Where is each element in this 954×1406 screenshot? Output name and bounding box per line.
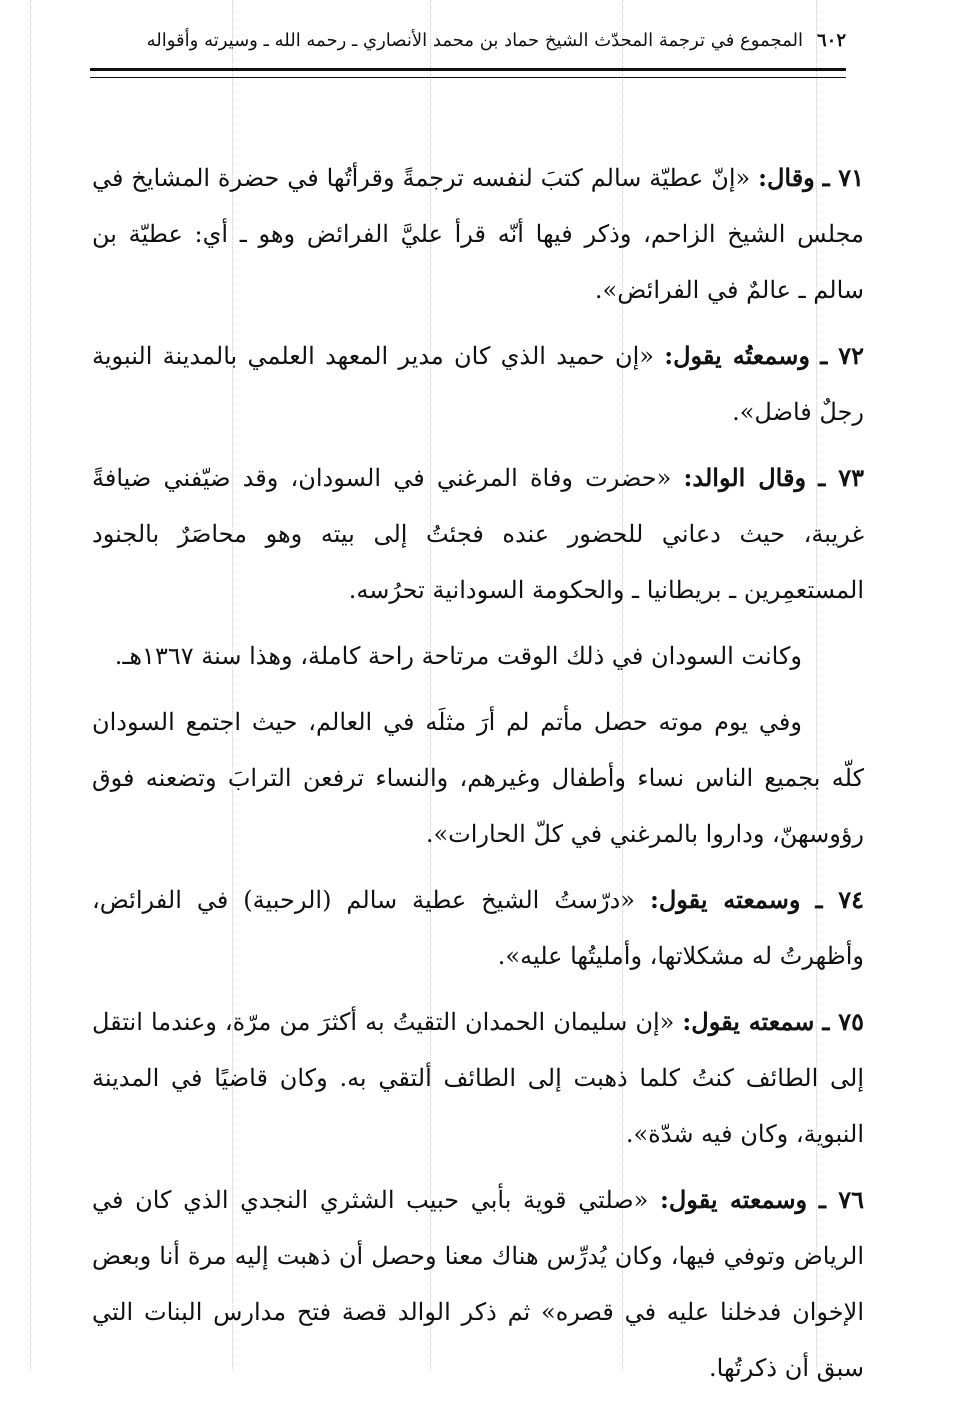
header-rule-thin xyxy=(90,77,846,78)
running-header xyxy=(90,20,846,60)
header-rule xyxy=(90,68,846,71)
paragraph-text: «إنّ عطيّة سالم كتبَ لنفسه ترجمةً وقرأتُها في حضرة المشايخ في مجلس الشيخ الزاحم، وذكر فيها أنّه قرأ عليَّ الفرائض وهو ـ أي: عطيّة بن سالم ـ عالمٌ في الفرائض». xyxy=(92,164,864,304)
paragraph-72 xyxy=(92,328,864,440)
paragraph-71 xyxy=(92,150,864,318)
speaker-label: سمعته يقول: xyxy=(682,1007,815,1036)
paragraph-number: ٧١ ـ xyxy=(822,163,864,192)
body-text xyxy=(92,150,864,1406)
paragraph-number: ٧٣ ـ xyxy=(818,463,864,492)
running-title: المجموع في ترجمة المحدّث الشيخ حماد بن محمد الأنصاري ـ رحمه الله ـ وسيرته وأقواله xyxy=(146,29,803,51)
page-number: ٦٠٢ xyxy=(816,29,846,51)
paragraph-text: وفي يوم موته حصل مأتم لم أرَ مثلَه في العالم، حيث اجتمع السودان كلّه بجميع الناس نساء وأطفال وغيرهم، والنساء ترفعن الترابَ وتضعنه فوق رؤوسهنّ، وداروا بالمرغني في كلّ الحارات». xyxy=(92,708,864,848)
paragraph-text: «إن سليمان الحمدان التقيتُ به أكثرَ من مرّة، وعندما انتقل إلى الطائف كنتُ كلما ذهبت إلى الطائف ألتقي به. وكان قاضيًا في المدينة النبوية، وكان فيه شدّة». xyxy=(92,1008,864,1148)
paragraph-continuation xyxy=(92,694,864,862)
paragraph-text: وكانت السودان في ذلك الوقت مرتاحة راحة كاملة، وهذا سنة ١٣٦٧هـ. xyxy=(114,642,802,670)
speaker-label: وسمعته يقول: xyxy=(649,885,801,914)
paragraph-continuation xyxy=(92,628,864,684)
paragraph-74 xyxy=(92,872,864,984)
speaker-label: وسمعته يقول: xyxy=(660,1185,808,1214)
paragraph-73 xyxy=(92,450,864,618)
paragraph-number: ٧٢ ـ xyxy=(820,341,864,370)
paragraph-text: «درّستُ الشيخ عطية سالم (الرحبية) في الفرائض، وأظهرتُ له مشكلاتها، وأمليتُها عليه». xyxy=(92,886,864,970)
paragraph-text: «إن حميد الذي كان مدير المعهد العلمي بالمدينة النبوية رجلٌ فاضل». xyxy=(92,342,864,426)
speaker-label: وسمعتُه يقول: xyxy=(664,341,810,370)
paragraph-76 xyxy=(92,1172,864,1396)
paragraph-text: «صلتي قوية بأبي حبيب الشثري النجدي الذي كان في الرياض وتوفي فيها، وكان يُدرِّس هناك معنا وحصل أن ذهبت إليه مرة أنا وبعض الإخوان فدخلنا عليه في قصره» ثم ذكر الوالد قصة فتح مدارس البنات التي سبق أن ذكرتُها. xyxy=(92,1186,865,1382)
paragraph-number: ٧٥ ـ xyxy=(822,1007,865,1036)
paragraph-number: ٧٦ ـ xyxy=(818,1185,864,1214)
scan-dotted-line xyxy=(30,0,31,1370)
paragraph-number: ٧٤ ـ xyxy=(815,885,865,914)
speaker-label: وقال الوالد: xyxy=(683,463,807,492)
paragraph-75 xyxy=(92,994,864,1162)
speaker-label: وقال: xyxy=(758,163,815,192)
paragraph-text: «حضرت وفاة المرغني في السودان، وقد ضيّفني ضيافةً غريبة، حيث دعاني للحضور عنده فجئتُ إلى بيته وهو محاصَرٌ بالجنود المستعمِرين ـ بريطانيا ـ والحكومة السودانية تحرُسه. xyxy=(92,464,864,604)
